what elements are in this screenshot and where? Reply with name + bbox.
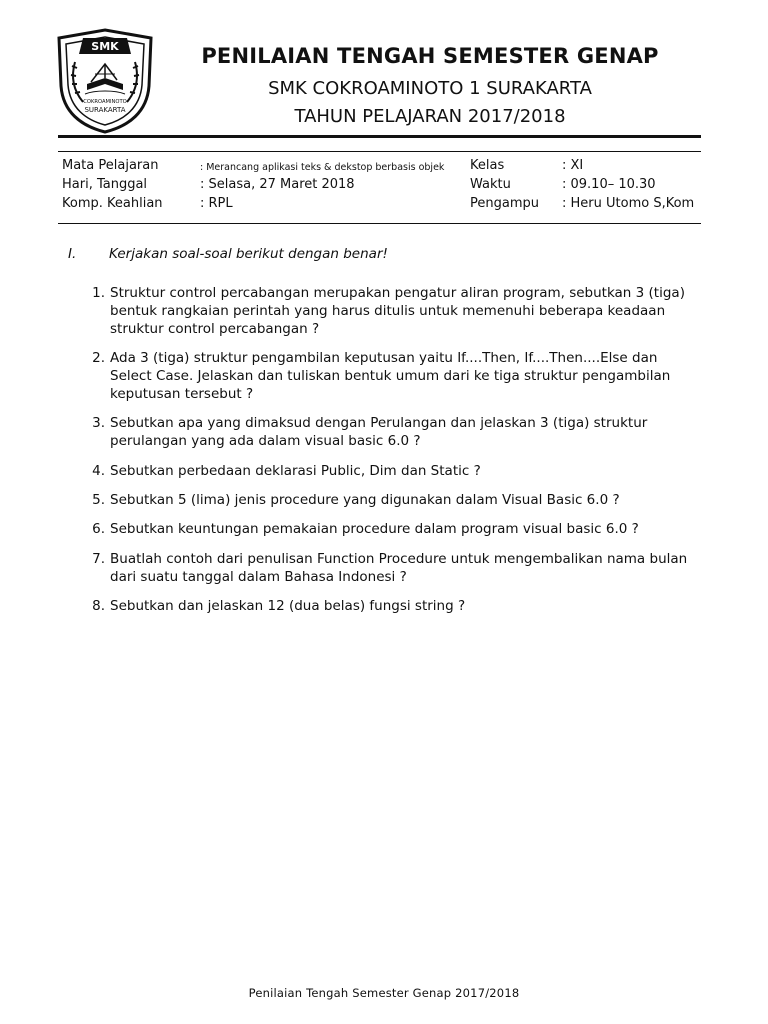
question-text: struktur control percabangan ? (110, 321, 320, 337)
info-value-teacher: : Heru Utomo S,Kom (562, 196, 695, 211)
info-divider-top (58, 151, 701, 152)
question-number: 1. (92, 285, 105, 301)
question-number: 2. (92, 350, 105, 366)
info-label-class: Kelas (470, 158, 505, 173)
question-text: perulangan yang ada dalam visual basic 6.0 ? (110, 433, 421, 449)
question-text: Ada 3 (tiga) struktur pengambilan keputusan yaitu If....Then, If....Then....Else dan (110, 350, 658, 366)
info-value-date: : Selasa, 27 Maret 2018 (200, 177, 355, 192)
document-title: PENILAIAN TENGAH SEMESTER GENAP (201, 44, 659, 68)
info-label-subject: Mata Pelajaran (62, 158, 159, 173)
question-number: 8. (92, 598, 105, 614)
info-label-teacher: Pengampu (470, 196, 539, 211)
info-label-competency: Komp. Keahlian (62, 196, 163, 211)
info-value-competency: : RPL (200, 196, 233, 211)
logo-text: SMK (91, 40, 119, 53)
info-divider-bottom (58, 223, 701, 224)
question-text: Sebutkan keuntungan pemakaian procedure dalam program visual basic 6.0 ? (110, 521, 639, 537)
school-name: SMK COKROAMINOTO 1 SURAKARTA (268, 78, 592, 99)
logo-caption-2: SURAKARTA (84, 106, 126, 114)
question-text: Sebutkan perbedaan deklarasi Public, Dim dan Static ? (110, 463, 481, 479)
question-text: Select Case. Jelaskan dan tuliskan bentuk umum dari ke tiga struktur pengambilan (110, 368, 671, 384)
section-numeral: I. (68, 246, 77, 262)
question-number: 6. (92, 521, 105, 537)
logo-caption-1: COKROAMINOTO (83, 99, 127, 105)
info-label-time: Waktu (470, 177, 511, 192)
info-value-class: : XI (562, 158, 584, 173)
info-value-subject: : Merancang aplikasi teks & dekstop berbasis objek (200, 162, 445, 173)
info-value-time: : 09.10– 10.30 (562, 177, 656, 192)
header-divider (58, 135, 701, 138)
question-text: Struktur control percabangan merupakan pengatur aliran program, sebutkan 3 (tiga) (110, 285, 685, 301)
question-number: 7. (92, 551, 105, 567)
question-text: Sebutkan 5 (lima) jenis procedure yang digunakan dalam Visual Basic 6.0 ? (110, 492, 620, 508)
question-number: 4. (92, 463, 105, 479)
section-instruction: Kerjakan soal-soal berikut dengan benar! (109, 246, 388, 262)
question-text: keputusan tersebut ? (110, 386, 254, 402)
academic-year: TAHUN PELAJARAN 2017/2018 (294, 106, 566, 127)
question-number: 5. (92, 492, 105, 508)
question-number: 3. (92, 415, 105, 431)
question-text: Sebutkan apa yang dimaksud dengan Perulangan dan jelaskan 3 (tiga) struktur (110, 415, 648, 431)
question-text: Buatlah contoh dari penulisan Function Procedure untuk mengembalikan nama bulan (110, 551, 688, 567)
info-label-date: Hari, Tanggal (62, 177, 148, 192)
question-text: bentuk rangkaian perintah yang harus ditulis untuk memenuhi beberapa keadaan (110, 303, 666, 319)
page-footer: Penilaian Tengah Semester Genap 2017/2018 (248, 986, 520, 1000)
question-text: Sebutkan dan jelaskan 12 (dua belas) fungsi string ? (110, 598, 466, 614)
school-logo (55, 28, 155, 134)
question-text: dari suatu tanggal dalam Bahasa Indonesi ? (110, 569, 407, 585)
